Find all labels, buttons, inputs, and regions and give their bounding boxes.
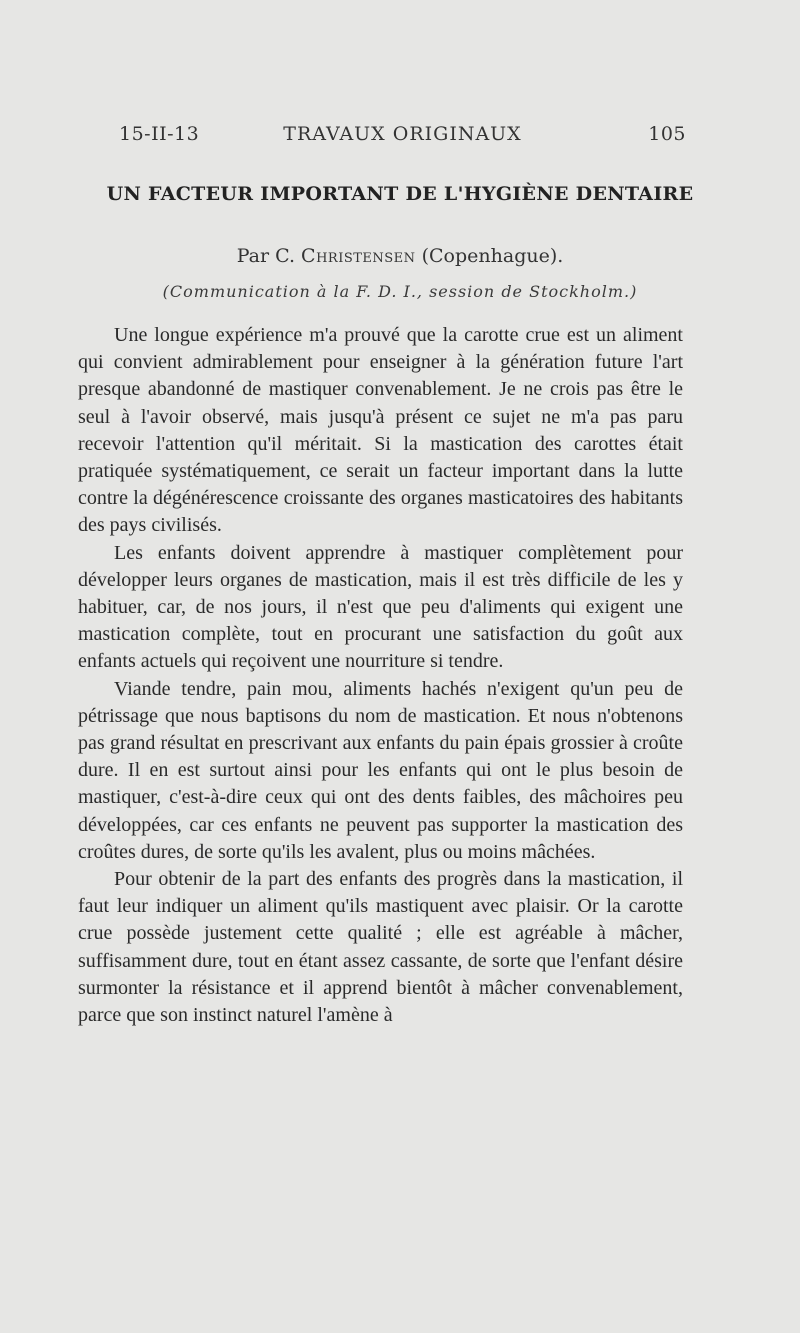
- author-location: (Copenhague).: [421, 245, 564, 267]
- issue-date: 15-II-13: [119, 123, 200, 145]
- paragraph: Pour obtenir de la part des enfants des progrès dans la mastication, il faut leur indiquer un aliment qu'ils mastiquent avec plaisir. Or la carotte crue possède justement cette qualité ; elle est agréable à mâcher, suffisamment dure, tout en étant assez cassante, de sorte que l'enfant désire surmonter la résistance et il apprend bientôt à mâcher convenablement, parce que son instinct naturel l'amène à: [78, 868, 683, 1027]
- paragraph: Une longue expérience m'a prouvé que la carotte crue est un aliment qui convient admirablement pour enseigner à la génération future l'art presque abandonné de mastiquer convenablement. Je ne crois pas être le seul à l'avoir observé, mais jusqu'à présent ce sujet ne m'a pas paru recevoir l'attention qu'il méritait. Si la mastication des carottes était pratiquée systématiquement, ce serait un facteur important dans la lutte contre la dégénérescence croissante des organes masticatoires des habitants des pays civilisés.: [78, 324, 683, 537]
- communication-note: (Communication à la F. D. I., session de Stockholm.): [162, 282, 638, 301]
- article-body: [78, 322, 683, 1029]
- running-head: [119, 123, 686, 151]
- paragraph: Les enfants doivent apprendre à mastiquer complètement pour développer leurs organes de mastication, mais il est très difficile de les y habituer, car, de nos jours, il n'est que peu d'aliments qui exigent une mastication complète, tout en procurant une satisfaction du goût aux enfants actuels qui reçoivent une nourriture si tendre.: [78, 541, 683, 673]
- page-number: 105: [648, 123, 686, 145]
- author-name: Christensen: [301, 245, 416, 267]
- section-title: TRAVAUX ORIGINAUX: [283, 123, 522, 145]
- byline-prefix: Par C.: [236, 245, 295, 267]
- article-title: UN FACTEUR IMPORTANT DE L'HYGIÈNE DENTAIRE: [106, 183, 694, 205]
- paragraph: Viande tendre, pain mou, aliments hachés n'exigent qu'un peu de pétrissage que nous baptisons du nom de mastication. Et nous n'obtenons pas grand résultat en prescrivant aux enfants du pain épais grossier à croûte dure. Il en est surtout ainsi pour les enfants qui ont le plus besoin de mastiquer, c'est-à-dire ceux qui ont des dents faibles, des mâchoires peu développées, car ces enfants ne peuvent pas supporter la mastication des croûtes dures, de sorte qu'ils les avalent, plus ou moins mâchées.: [78, 677, 683, 863]
- article-byline: [100, 245, 700, 267]
